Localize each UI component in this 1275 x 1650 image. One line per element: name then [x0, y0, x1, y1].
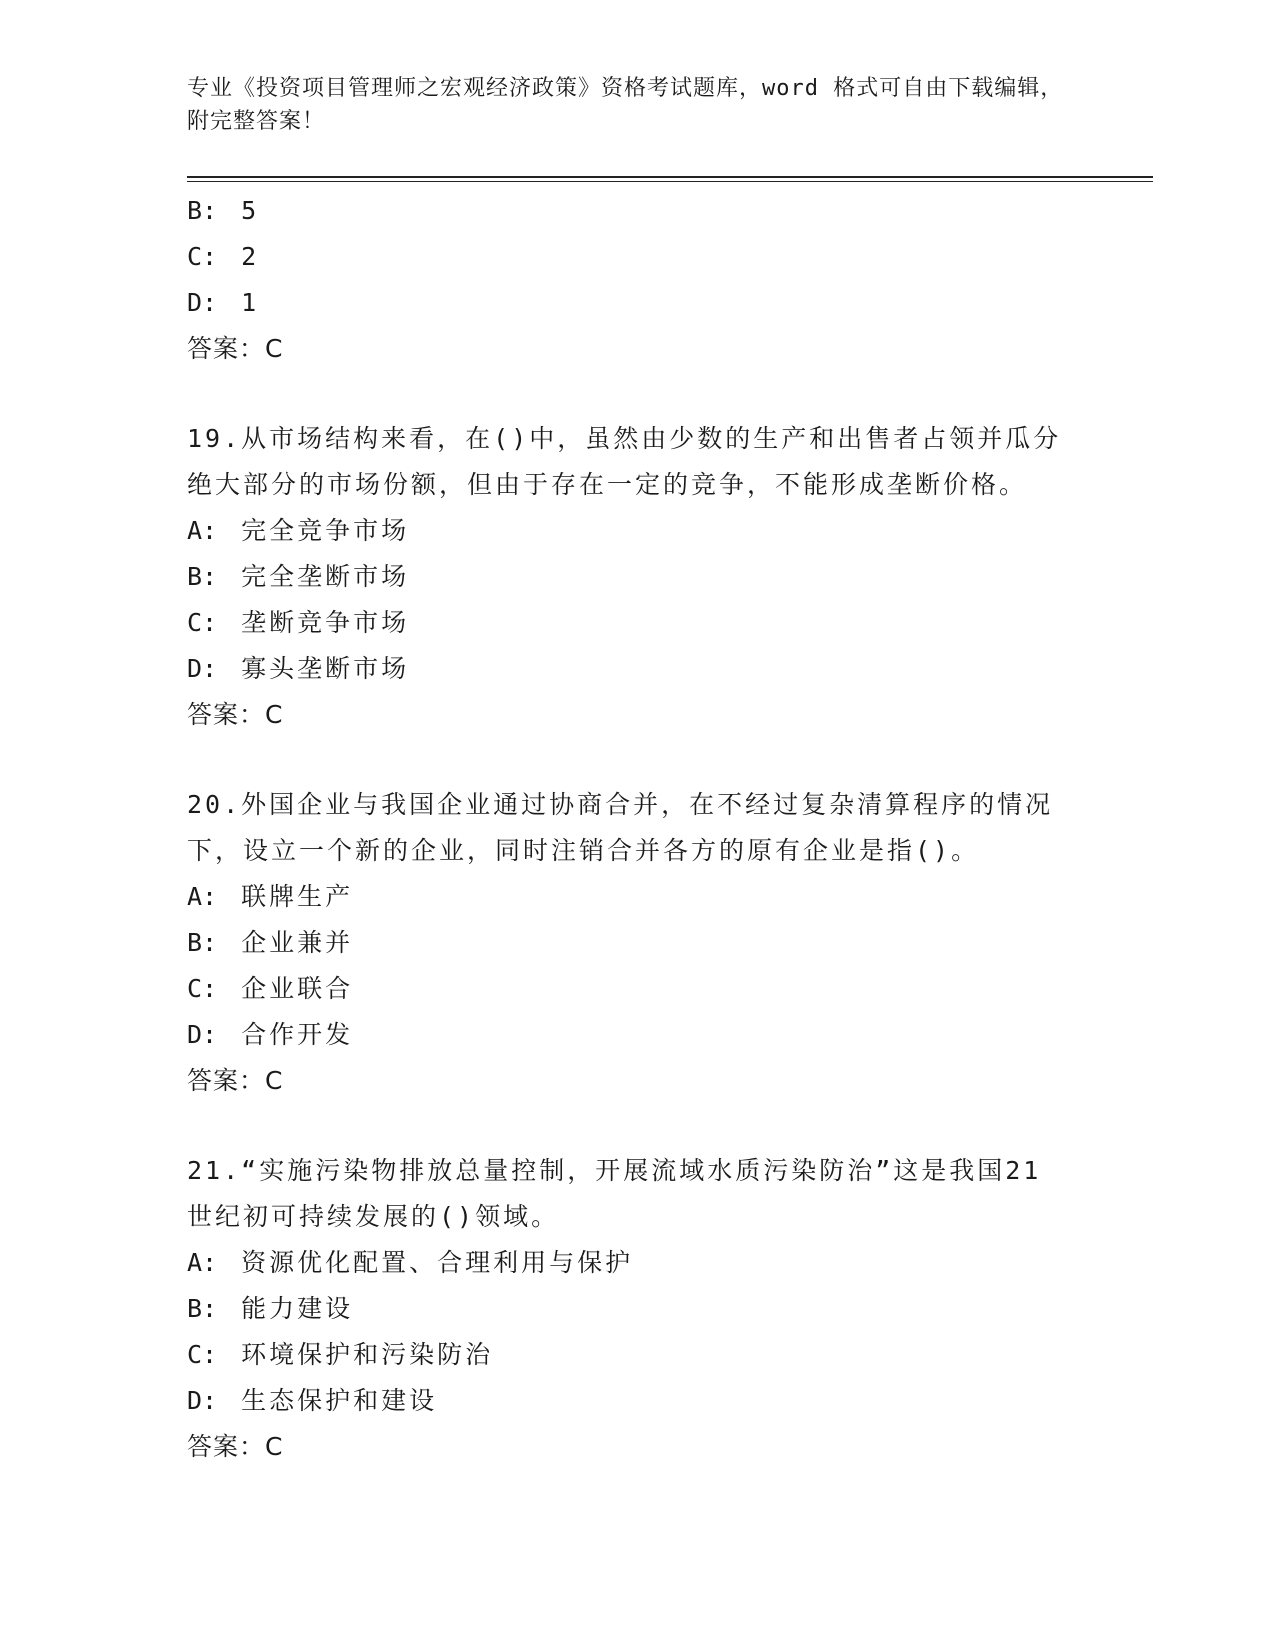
question-21	[187, 1148, 1087, 1470]
question-text-line: 世纪初可持续发展的()领域。	[187, 1202, 560, 1231]
question-partial	[187, 188, 1087, 372]
question-text-line: 下，设立一个新的企业，同时注销合并各方的原有企业是指()。	[187, 836, 980, 865]
answer-line: 答案：C	[187, 700, 284, 729]
question-text-line: 20.外国企业与我国企业通过协商合并，在不经过复杂清算程序的情况	[187, 790, 1054, 819]
header-rule-thick	[187, 176, 1153, 178]
option-c: C: 垄断竞争市场	[187, 608, 410, 637]
question-content	[187, 188, 1087, 1470]
question-text-line: 绝大部分的市场份额，但由于存在一定的竞争，不能形成垄断价格。	[187, 470, 1028, 499]
option-c: C: 环境保护和污染防治	[187, 1340, 494, 1369]
option-a: A: 联牌生产	[187, 882, 354, 911]
option-d: D: 合作开发	[187, 1020, 354, 1049]
option-c: C: 2	[187, 242, 260, 271]
header-rule-thin	[187, 181, 1153, 182]
option-b: B: 能力建设	[187, 1294, 354, 1323]
option-d: D: 寡头垄断市场	[187, 654, 410, 683]
question-20	[187, 782, 1087, 1104]
document-header: 专业《投资项目管理师之宏观经济政策》资格考试题库，word 格式可自由下载编辑，附完整答案！	[187, 76, 1064, 134]
answer-line: 答案：C	[187, 1432, 284, 1461]
option-b: B: 企业兼并	[187, 928, 354, 957]
answer-line: 答案：C	[187, 334, 284, 363]
question-text-line: 19.从市场结构来看，在()中，虽然由少数的生产和出售者占领并瓜分	[187, 424, 1062, 453]
option-d: D: 生态保护和建设	[187, 1386, 438, 1415]
option-c: C: 企业联合	[187, 974, 354, 1003]
option-b: B: 5	[187, 196, 260, 225]
option-d: D: 1	[187, 288, 260, 317]
option-a: A: 完全竞争市场	[187, 516, 410, 545]
option-a: A: 资源优化配置、合理利用与保护	[187, 1248, 634, 1277]
question-text-line: 21.“实施污染物排放总量控制，开展流域水质污染防治”这是我国21	[187, 1156, 1042, 1185]
question-19	[187, 416, 1087, 738]
answer-line: 答案：C	[187, 1066, 284, 1095]
option-b: B: 完全垄断市场	[187, 562, 410, 591]
